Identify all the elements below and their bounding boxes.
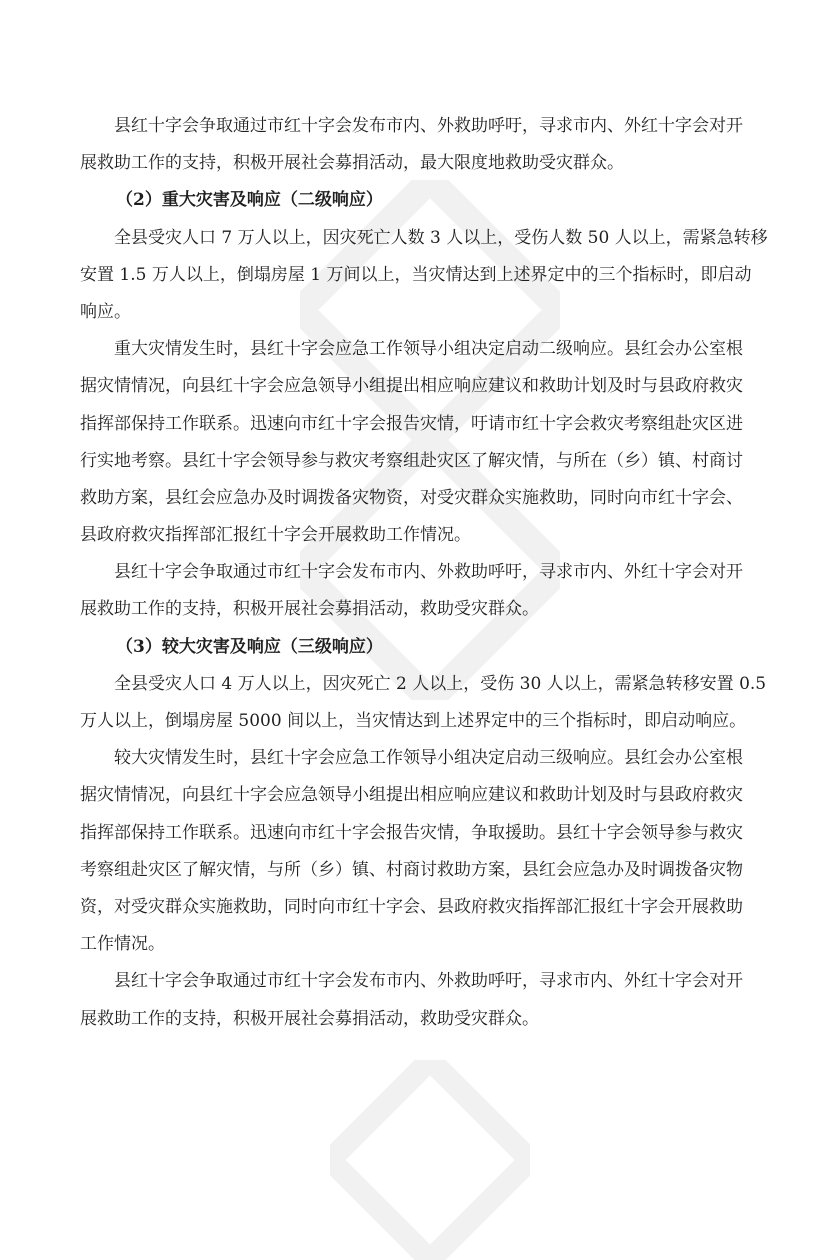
paragraph [80,331,743,554]
paragraph-line: 县红十字会争取通过市红十字会发布市内、外救助呼吁，寻求市内、外红十字会对开 [114,562,743,583]
paragraph [80,740,743,963]
paragraph [80,963,743,1037]
paragraph [80,220,768,332]
paragraph-line: 全县受灾人口 7 万人以上，因灾死亡人数 3 人以上，受伤人数 50 人以上，需紧急转移 [114,227,768,248]
paragraph-line: 县政府救灾指挥部汇报红十字会开展救助工作情况。 [80,525,471,546]
paragraph-line: 响应。 [80,301,131,322]
paragraph-line: 据灾情情况，向县红十字会应急领导小组提出相应响应建议和救助计划及时与县政府救灾 [80,785,743,806]
paragraph [80,108,743,182]
section-heading: （3）较大灾害及响应（三级响应） [116,636,383,657]
paragraph-line: 指挥部保持工作联系。迅速向市红十字会报告灾情，吁请市红十字会救灾考察组赴灾区进 [80,413,743,434]
watermark-logo [330,1060,530,1260]
paragraph [80,554,743,628]
paragraph-line: 展救助工作的支持，积极开展社会募捐活动，救助受灾群众。 [80,599,539,620]
paragraph-line: 全县受灾人口 4 万人以上，因灾死亡 2 人以上，受伤 30 人以上，需紧急转移安置 0.5 [114,673,767,694]
paragraph-line: 考察组赴灾区了解灾情，与所（乡）镇、村商讨救助方案，县红会应急办及时调拨备灾物 [80,859,743,880]
paragraph-line: 万人以上，倒塌房屋 5000 间以上，当灾情达到上述界定中的三个指标时，即启动响应。 [80,711,747,731]
section-heading: （2）重大灾害及响应（二级响应） [116,190,383,211]
paragraph-line: 县红十字会争取通过市红十字会发布市内、外救助呼吁，寻求市内、外红十字会对开 [114,971,743,992]
paragraph-line: 展救助工作的支持，积极开展社会募捐活动，救助受灾群众。 [80,1008,539,1029]
paragraph [80,666,767,740]
paragraph-line: 救助方案，县红会应急办及时调拨备灾物资，对受灾群众实施救助，同时向市红十字会、 [80,487,743,508]
paragraph-line: 展救助工作的支持，积极开展社会募捐活动，最大限度地救助受灾群众。 [80,153,624,174]
document-body [80,108,768,1038]
paragraph-line: 较大灾情发生时，县红十字会应急工作领导小组决定启动三级响应。县红会办公室根 [114,748,743,769]
paragraph-line: 资，对受灾群众实施救助，同时向市红十字会、县政府救灾指挥部汇报红十字会开展救助 [80,896,743,917]
paragraph-line: 县红十字会争取通过市红十字会发布市内、外救助呼吁，寻求市内、外红十字会对开 [114,116,743,136]
paragraph-line: 指挥部保持工作联系。迅速向市红十字会报告灾情，争取援助。县红十字会领导参与救灾 [80,822,743,843]
paragraph-line: 行实地考察。县红十字会领导参与救灾考察组赴灾区了解灾情，与所在（乡）镇、村商讨 [80,450,743,471]
paragraph-line: 工作情况。 [80,934,165,955]
paragraph-line: 据灾情情况，向县红十字会应急领导小组提出相应响应建议和救助计划及时与县政府救灾 [80,376,743,397]
paragraph-line: 安置 1.5 万人以上，倒塌房屋 1 万间以上，当灾情达到上述界定中的三个指标时，即启动 [80,264,752,285]
paragraph-line: 重大灾情发生时，县红十字会应急工作领导小组决定启动二级响应。县红会办公室根 [114,339,743,360]
